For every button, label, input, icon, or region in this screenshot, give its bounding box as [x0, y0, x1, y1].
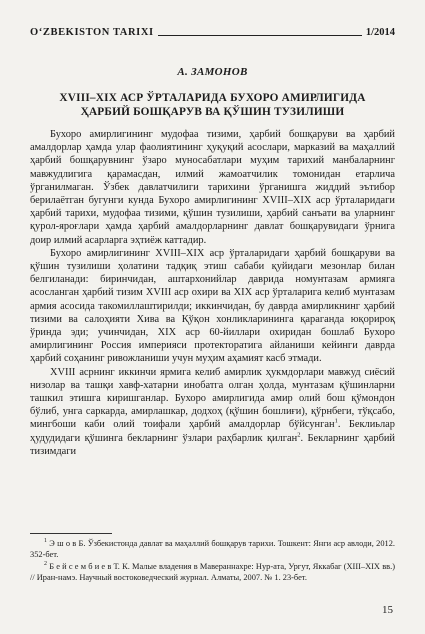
article-title: [40, 91, 385, 119]
article-author: А. ЗАМОНОВ: [177, 66, 248, 78]
article-body: [30, 128, 395, 458]
paragraph-3-part-2: . Беклиьлар ҳудудидаги қўшинга бекларнинг ўзлари раҳбарлик қилган: [30, 419, 395, 444]
paragraph-3: [30, 366, 395, 458]
footnote-separator: [30, 533, 112, 534]
footnote-ref-2[interactable]: 2: [297, 431, 301, 439]
paragraph-3-part-3: . Бекларнинг ҳарбий тизимдаги: [30, 432, 395, 457]
running-header: [30, 22, 395, 38]
page-number: 15: [382, 604, 393, 616]
title-line-1: XVIII–XIX АСР ЎРТАЛАРИДА БУХОРО АМИРЛИГИДА: [59, 92, 366, 104]
footnote-2: [30, 561, 395, 583]
footnote-2-mark: 2: [44, 561, 47, 568]
footnotes: [30, 538, 395, 584]
footnote-ref-1[interactable]: 1: [334, 418, 338, 425]
journal-name: O‘ZBEKISTON TARIXI: [30, 27, 154, 38]
footnote-1-text: Э ш о в Б. Ўзбекистонда давлат ва маҳаллий бошқарув тарихи. Тошкент: Янги аср авлоди, 2012. 352-бет.: [30, 539, 395, 559]
footnote-1: [30, 538, 395, 560]
paragraph-3-part-1: XVIII асрнинг иккинчи ярмига келиб амирлик ҳукмдорлари мавжуд сиёсий низолар ва ташқи хавф-хатарни инобатга олган ҳолда, мунтазам қўшинларни ташкил этишга киришганлар. Бухоро амирлигида амир олий бош қўмондон бўлиб, унга саркарда, амирлашкар, додхоҳ (қўшин бошлиғи), қўрнбеги, тўқсабо, мингбоши каби олий тоифали ҳарбий амалдорлар бўйсунган: [30, 366, 395, 431]
header-rule: [158, 27, 362, 36]
footnote-2-text: Б е й с е м б и е в Т. К. Малые владения в Мавераннахре: Нур-ата, Ургут, Яккабаг (XIII–XIX вв.) // Иран-намэ. Научный востоковедческий журнал. Алматы, 2007. № 1. 23-бет.: [30, 562, 395, 582]
title-line-2: ҲАРБИЙ БОШҚАРУВ ВА ҚЎШИН ТУЗИЛИШИ: [80, 106, 345, 118]
paragraph-1: Бухоро амирлигининг мудофаа тизими, ҳарбий бошқаруви ва ҳарбий амалдорлар ҳамда улар фаолиятининг ҳуқуқий асослари, марказий ва маҳаллий ҳарбий бошқарувнинг ўзаро муносабатлари муҳим тарихий манбаларнинг мавжудлигига қарамасдан, илмий жамоатчилик томонидан етарлича ўрганилмаган. Ўзбек давлатчилиги тарихини ўрганишга жиддий эътибор берилаётган бугунги кунда Бухоро амирлигининг XVIII–XIX аср ўрталаридаги ҳарбий тарихи, мудофаа тизими, қўшин тузилиши, ҳарбий санъати ва уларнинг қурол-яроғлари ҳамда ҳарбий амалдорларнинг давлат бошқарувидаги ўрнига доир илмий асарларга эҳтиёж каттадир.: [30, 129, 395, 246]
footnote-1-mark: 1: [44, 538, 47, 545]
issue-number: 1/2014: [365, 27, 395, 38]
paragraph-2: Бухоро амирлигининг XVIII–XIX аср ўрталаридаги ҳарбий бошқаруви ва қўшин тузилиши ҳолатини тадқиқ этиш сабаби қуйидаги мезонлар билан белгиланади: биринчидан, аштархонийлар даврида номунтазам армияга асосланган ҳарбий тизим XVIII аср охири ва XIX аср ўрталарига келиб мунтазам армия асосида такомиллаштирилди; иккинчидан, бу даврда амирликнинг ҳарбий тизими ва салоҳияти Хива ва Қўқон хонликларининга қараганда юқорироқ ўринда эди; учинчидан, XIX аср 60-йиллари охиридан бошлаб Бухоро амирлигининг Россия империяси протекторатига айланиши кейинги даврда ҳарбий соҳанинг ривожланиши учун муҳим аҳамият касб этмади.: [30, 247, 395, 365]
